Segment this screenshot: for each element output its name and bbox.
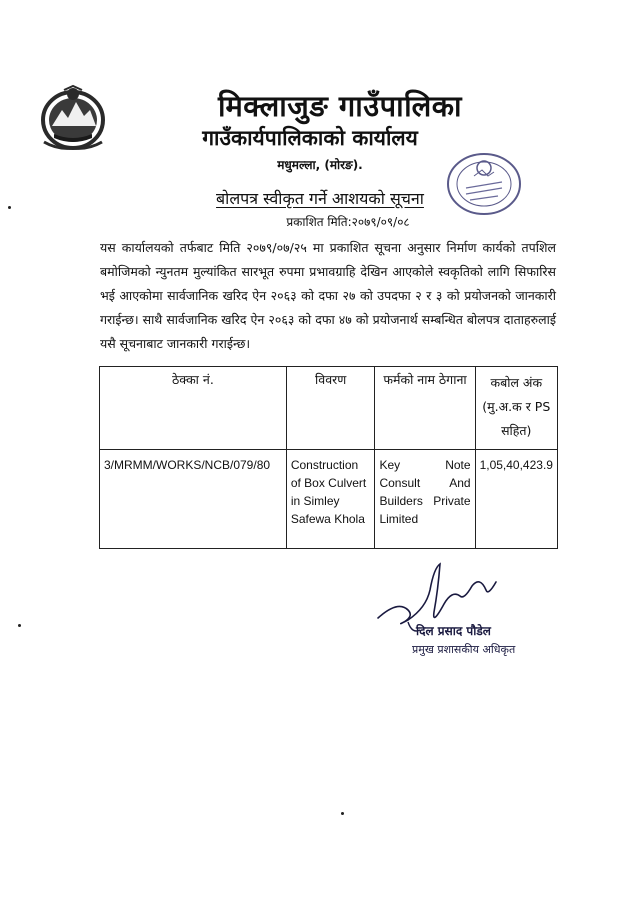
header-amount: कबोल अंक (मु.अ.क र PS सहित) bbox=[475, 367, 557, 450]
signer-title: प्रमुख प्रशासकीय अधिकृत bbox=[412, 643, 516, 656]
header-firm: फर्मको नाम ठेगाना bbox=[375, 367, 475, 450]
table-header-row bbox=[100, 367, 558, 450]
award-table bbox=[99, 366, 558, 549]
scan-speck bbox=[18, 624, 21, 627]
published-date: प्रकाशित मिति:२०७९/०९/०८ bbox=[286, 215, 410, 229]
notice-title: बोलपत्र स्वीकृत गर्ने आशयको सूचना bbox=[216, 189, 424, 208]
cell-contract-no: 3/MRMM/WORKS/NCB/079/80 bbox=[100, 450, 287, 549]
notice-body: यस कार्यालयको तर्फबाट मिति २०७९/०७/२५ मा प्रकाशित सूचना अनुसार निर्माण कार्यको तपशिल बमोजिमको न्युनतम मुल्यांकित सारभूत रुपमा प्रभावग्राहि देखिन आएकोले स्वकृतिको लागि सिफारिस भई आएकोमा सार्वजानिक खरिद ऐन २०६३ को दफा २७ को उपदफा २ र ३ को प्रयोजनको जानकारी गराईन्छ। साथै सार्वजानिक खरिद ऐन २०६३ को दफा ४७ को प्रयोजनार्थ सम्बन्धित बोलपत्र दाताहरुलाई यसै सूचनाबाट जानकारी गराईन्छ। bbox=[100, 240, 556, 351]
cell-description: Construction of Box Culvert in Simley Safewa Khola bbox=[286, 450, 375, 549]
table-row bbox=[100, 450, 558, 549]
scan-speck bbox=[341, 812, 344, 815]
signer-name: दिल प्रसाद पौडेल bbox=[416, 624, 491, 638]
scan-speck bbox=[8, 206, 11, 209]
government-emblem-icon bbox=[38, 84, 108, 152]
office-address: मधुमल्ला, (मोरङ). bbox=[277, 158, 363, 172]
org-name: मिक्लाजुङ गाउँपालिका bbox=[217, 89, 463, 123]
cell-amount: 1,05,40,423.9 bbox=[475, 450, 557, 549]
office-name: गाउँकार्यपालिकाको कार्यालय bbox=[202, 126, 418, 150]
header-description: विवरण bbox=[286, 367, 375, 450]
cell-firm: Key Note Consult And Builders Private Limited bbox=[375, 450, 475, 549]
header-contract-no: ठेक्का नं. bbox=[100, 367, 287, 450]
